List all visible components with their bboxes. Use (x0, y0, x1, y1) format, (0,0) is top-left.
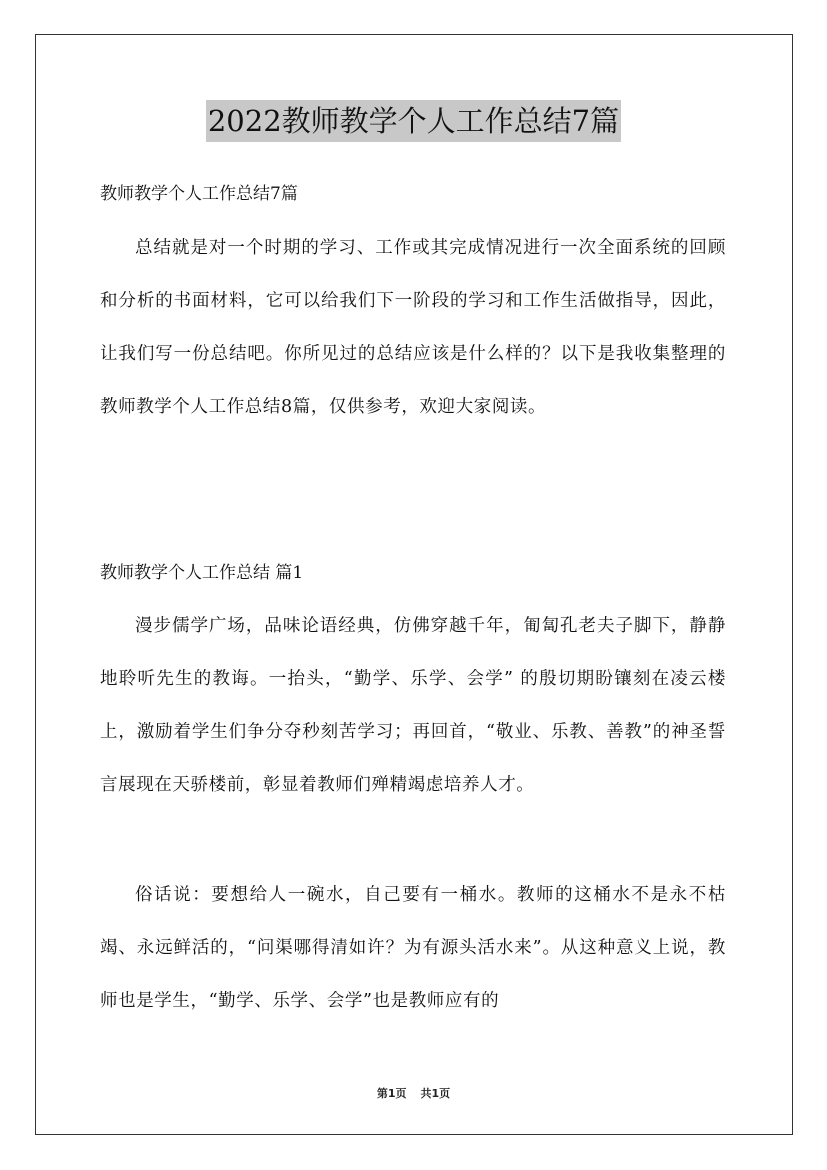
body-paragraph-2: 俗话说：要想给人一碗水，自己要有一桶水。教师的这桶水不是永不枯竭、永远鲜活的，“问渠哪得清如许？为有源头活水来”。从这种意义上说，教师也是学生，“勤学、乐学、会学”也是教师应有的 (100, 885, 726, 1011)
page-number: 第1页 (376, 1087, 407, 1100)
document-title: 2022教师教学个人工作总结7篇 (206, 100, 621, 142)
page-footer (0, 1086, 827, 1102)
footer-spacer (410, 1087, 417, 1100)
title-container (0, 100, 827, 142)
page-total: 共1页 (420, 1087, 451, 1100)
document-subtitle: 教师教学个人工作总结7篇 (100, 184, 298, 204)
section-heading: 教师教学个人工作总结 篇1 (100, 563, 304, 583)
body-paragraph-1: 漫步儒学广场，品味论语经典，仿佛穿越千年，匍匐孔老夫子脚下，静静地聆听先生的教诲。一抬头，“勤学、乐学、会学” 的殷切期盼镶刻在凌云楼上，激励着学生们争分夺秒刻苦学习；再回首，“敬业、乐教、善教”的神圣誓言展现在天骄楼前，彰显着教师们殚精竭虑培养人才。 (100, 616, 726, 795)
intro-paragraph: 总结就是对一个时期的学习、工作或其完成情况进行一次全面系统的回顾和分析的书面材料，它可以给我们下一阶段的学习和工作生活做指导，因此，让我们写一份总结吧。你所见过的总结应该是什么样的？以下是我收集整理的教师教学个人工作总结8篇，仅供参考，欢迎大家阅读。 (100, 238, 726, 417)
